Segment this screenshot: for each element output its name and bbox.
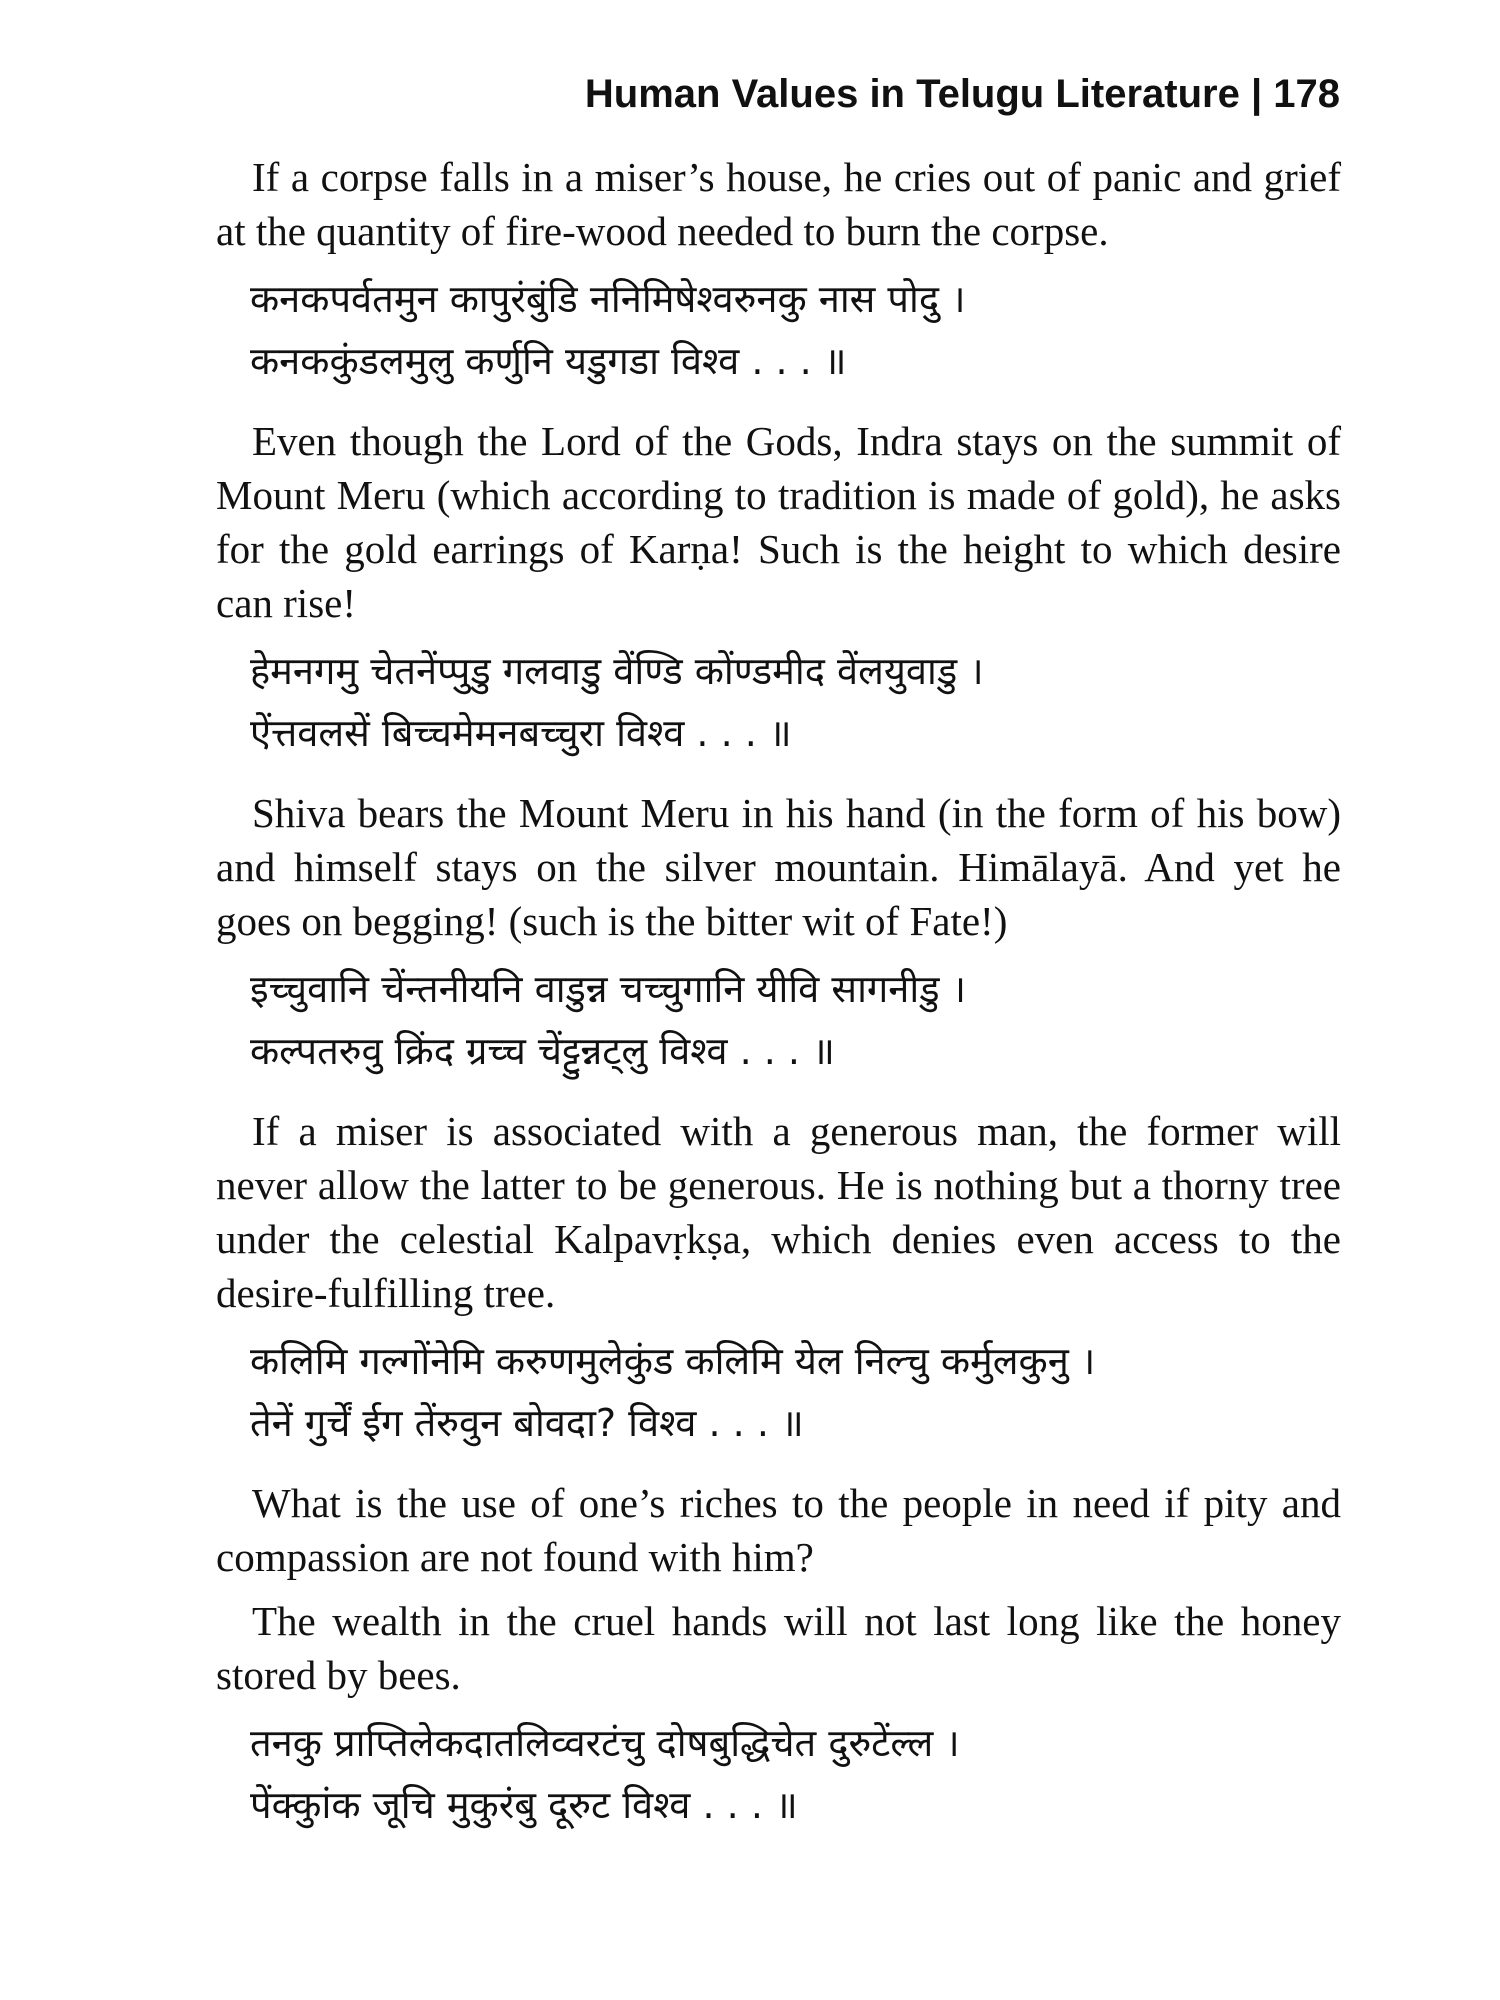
paragraph-corpse-miser: If a corpse falls in a miser’s house, he cries out of panic and grief at the quantity of fire-wood needed to burn the corpse. [216, 154, 1341, 254]
paragraph-shiva-meru: Shiva bears the Mount Meru in his hand (in the form of his bow) and himself stays on the silver mountain. Himālayā. And yet he goes on begging! (such is the bitter wit of Fate!) [216, 790, 1341, 944]
verse-1 [216, 268, 1341, 392]
verse-line: ऐंत्तवलसें बिच्चमेमनबच्चुरा विश्व . . . ॥ [250, 711, 792, 755]
verse-4 [216, 1330, 1341, 1454]
paragraph-indra-meru: Even though the Lord of the Gods, Indra stays on the summit of Mount Meru (which according to tradition is made of gold), he asks for the gold earrings of Karṇa! Such is the height to which desire can rise! [216, 418, 1341, 626]
verse-line: हेमनगमु चेतनेंप्पुडु गलवाडु वेंण्डि कोंण्डमीद वेंलयुवाडु । [250, 649, 984, 693]
page-body [216, 150, 1341, 1858]
verse-3 [216, 958, 1341, 1082]
verse-line: कनकपर्वतमुन कापुरंबुंडि ननिमिषेश्वरुनकु नास पोदु । [250, 277, 966, 321]
paragraph-miser-generous: If a miser is associated with a generous man, the former will never allow the latter to be generous. He is nothing but a thorny tree under the celestial Kalpavṛkṣa, which denies even access to the desire-fulfilling tree. [216, 1108, 1341, 1316]
verse-line: तनकु प्राप्तिलेकदातलिव्वरटंचु दोषबुद्धिचेत दुरुटेंल्ल । [250, 1721, 960, 1765]
verse-line: पेंक्कुांक जूचि मुकुरंबु दूरुट विश्व . . . ॥ [250, 1783, 798, 1827]
paragraph-wealth-bees: The wealth in the cruel hands will not last long like the honey stored by bees. [216, 1598, 1341, 1698]
verse-5 [216, 1712, 1341, 1836]
running-header: Human Values in Telugu Literature | 178 [584, 72, 1340, 116]
verse-line: कनककुंडलमुलु कर्णुनि यडुगडा विश्व . . . ॥ [250, 339, 847, 383]
verse-line: कल्पतरुवु क्रिंद ग्रच्च चेंट्टुन्नट्लु विश्व . . . ॥ [250, 1029, 835, 1073]
verse-2 [216, 640, 1341, 764]
verse-line: कलिमि गल्गोंनेमि करुणमुलेकुंड कलिमि येल निल्चु कर्मुलकुनु । [250, 1339, 1096, 1383]
verse-line: इच्चुवानि चेंन्तनीयनि वाडुन्न चच्चुगानि यीवि सागनीडु । [250, 967, 967, 1011]
paragraph-riches-use: What is the use of one’s riches to the people in need if pity and compassion are not found with him? [216, 1480, 1341, 1580]
verse-line: तेनें गुर्चें ईग तेंरुवुन बोवदा? विश्व . . . ॥ [250, 1401, 804, 1445]
